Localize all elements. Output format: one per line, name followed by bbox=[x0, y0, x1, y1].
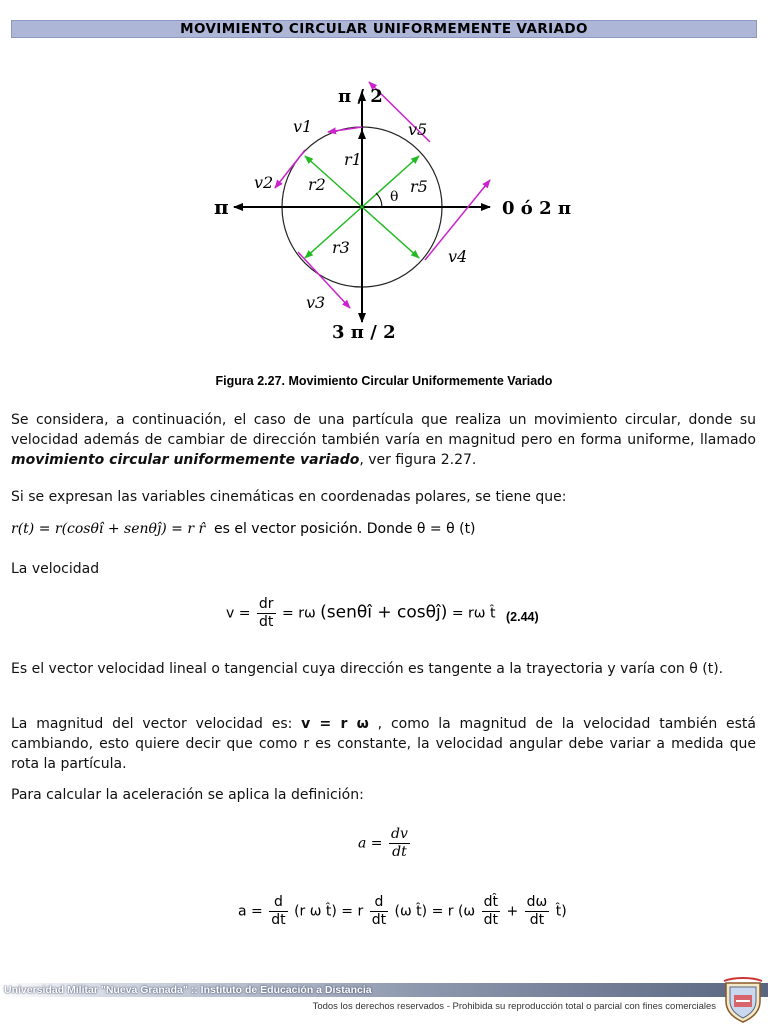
eq-acc2-lhs: a = bbox=[238, 903, 263, 920]
paragraph-acceleration: Para calcular la aceleración se aplica la definición: bbox=[11, 787, 364, 803]
label-theta: θ bbox=[390, 189, 399, 205]
footer-rights: Todos los derechos reservados - Prohibida su reproducción total o parcial con fines comerciales bbox=[312, 1001, 716, 1012]
label-v2: v2 bbox=[254, 173, 274, 192]
paragraph-magnitude bbox=[11, 714, 756, 774]
university-crest-icon bbox=[722, 977, 764, 1023]
eq-acc2-f3-den: dt bbox=[483, 912, 498, 928]
label-r2: r2 bbox=[308, 175, 326, 194]
label-r5: r5 bbox=[410, 177, 428, 196]
eq-vel-rhs: = rω t̂ bbox=[451, 605, 496, 622]
label-v1: v1 bbox=[293, 117, 313, 136]
eq-acc2-f2 bbox=[370, 894, 388, 929]
eq-acc1-num: dv bbox=[390, 826, 408, 842]
eq-vel-mid: = rω bbox=[282, 605, 316, 622]
equation-position-math: r(t) = r(cosθî + senθĵ) = r r̂ bbox=[11, 521, 206, 537]
page-title: MOVIMIENTO CIRCULAR UNIFORMEMENTE VARIADO bbox=[11, 20, 757, 38]
velocity-v2 bbox=[275, 150, 305, 188]
page-footer bbox=[0, 977, 768, 1024]
label-pi: π bbox=[214, 195, 229, 219]
label-v3: v3 bbox=[306, 293, 326, 312]
equation-position bbox=[11, 521, 205, 537]
label-r3: r3 bbox=[332, 238, 350, 257]
eq-vel-den: dt bbox=[259, 614, 274, 630]
eq-acc2-f1 bbox=[269, 894, 287, 929]
eq-vel-paren: (senθî + cosθĵ) bbox=[320, 602, 448, 623]
paragraph-tangential: Es el vector velocidad lineal o tangencial cuya dirección es tangente a la trayectoria y varía con θ (t). bbox=[11, 661, 724, 677]
circular-motion-diagram bbox=[180, 70, 590, 350]
eq-acc1-lhs: a = bbox=[358, 835, 383, 852]
eq-acc2-f2-num: d bbox=[370, 894, 388, 912]
theta-arc bbox=[376, 193, 382, 207]
magnitude-formula: v = r ω bbox=[301, 716, 369, 732]
equation-position-text: es el vector posición. Donde θ = θ (t) bbox=[214, 521, 476, 537]
velocity-v1 bbox=[328, 127, 362, 132]
eq-acc2-f3-num: dt̂ bbox=[483, 894, 498, 910]
eq-vel-frac bbox=[257, 596, 276, 631]
eq-acc2-f4-num: dω bbox=[526, 894, 548, 910]
label-zero-2pi: 0 ó 2 π bbox=[502, 198, 572, 219]
eq-acc2-t2: (ω t̂) = r (ω bbox=[394, 903, 476, 920]
paragraph-velocity-label: La velocidad bbox=[11, 561, 100, 577]
eq-acc2-f1-num: d bbox=[269, 894, 287, 912]
eq-acc2-f1-den: dt bbox=[271, 912, 286, 928]
eq-vel-lhs: v = bbox=[226, 605, 251, 622]
radius-r4 bbox=[362, 207, 419, 258]
label-v4: v4 bbox=[448, 247, 468, 266]
intro-emphasis: movimiento circular uniformemente variado bbox=[11, 452, 360, 468]
eq-acc2-f3 bbox=[482, 894, 500, 929]
eq-acc1-frac bbox=[389, 826, 410, 861]
eq-acc2-f4-den: dt bbox=[529, 912, 545, 928]
label-r1: r1 bbox=[344, 150, 362, 169]
eq-acc2-t1: (r ω t̂) = r bbox=[294, 903, 364, 920]
intro-tail: , ver figura 2.27. bbox=[359, 452, 477, 468]
eq-acc2-t3: + bbox=[506, 903, 519, 920]
equation-number: (2.44) bbox=[506, 610, 539, 624]
eq-acc2-t4: t̂) bbox=[555, 903, 567, 920]
eq-acc2-f2-den: dt bbox=[371, 912, 387, 928]
figure-caption: Figura 2.27. Movimiento Circular Uniformemente Variado bbox=[215, 374, 553, 388]
eq-vel-num: dr bbox=[258, 596, 274, 612]
magnitude-tail: , como la magnitud de la velocidad también está cambiando, esto quiere decir que como r es constante, la velocidad angular debe variar a medida que rota la partícula. bbox=[11, 716, 756, 772]
label-3pi-half: 3 π / 2 bbox=[332, 322, 396, 343]
paragraph-polar: Si se expresan las variables cinemáticas en coordenadas polares, se tiene que: bbox=[11, 489, 567, 505]
footer-institution: Universidad Militar "Nueva Granada" :: Instituto de Educación a Distancia bbox=[4, 984, 372, 996]
equation-velocity bbox=[226, 596, 495, 631]
eq-acc2-f4 bbox=[525, 894, 550, 929]
eq-acc1-den: dt bbox=[392, 844, 407, 860]
magnitude-text: La magnitud del vector velocidad es: bbox=[11, 716, 302, 732]
label-v5: v5 bbox=[408, 120, 428, 139]
label-pi-half: π / 2 bbox=[338, 86, 383, 107]
equation-acceleration-def bbox=[358, 826, 412, 861]
paragraph-intro bbox=[11, 410, 756, 470]
equation-acceleration-expanded bbox=[238, 894, 567, 929]
intro-text: Se considera, a continuación, el caso de una partícula que realiza un movimiento circular, donde su velocidad además de cambiar de dirección también varía en magnitud pero en forma uniforme, llamado bbox=[11, 412, 756, 448]
